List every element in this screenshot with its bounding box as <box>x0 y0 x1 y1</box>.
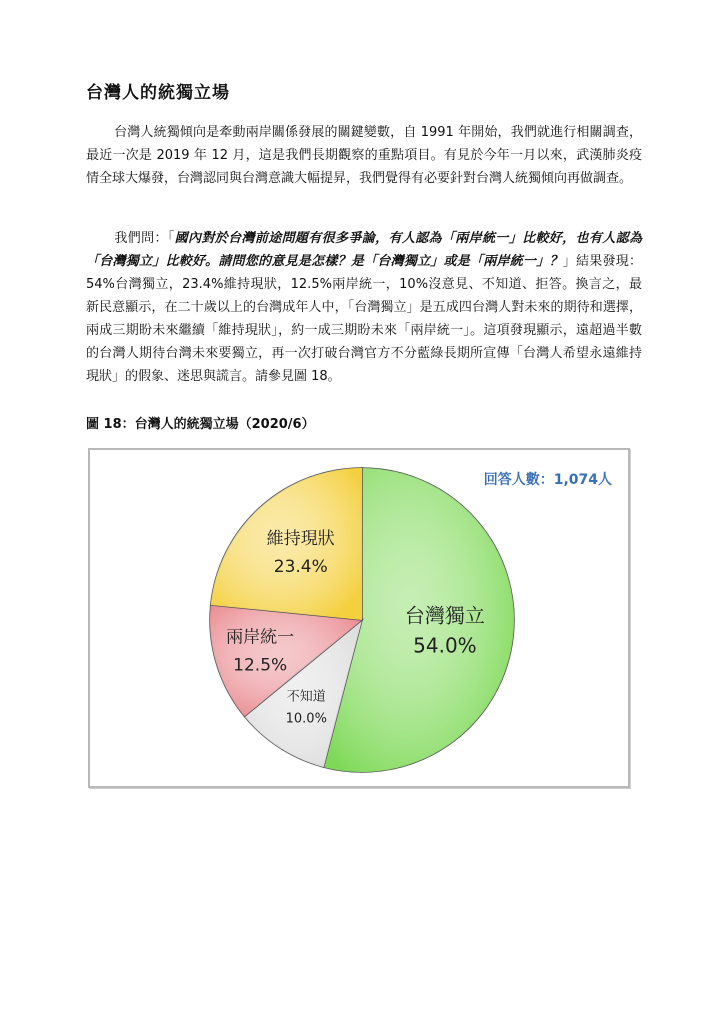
question-lead: 我們問：「 <box>114 231 175 246</box>
findings-text: 結果發現：54%台灣獨立，23.4%維持現狀，12.5%兩岸統一，10%沒意見、不知道、拒答。換言之，最新民意顯示，在二十歲以上的台灣成年人中，「台灣獨立」是五成四台灣人對未來的期待和選擇，兩成三期盼未來繼續「維持現狀」，約一成三期盼未來「兩岸統一」。這項發現顯示，遠超過半數的台灣人期待台灣未來要獨立，再一次打破台灣官方不分藍綠長期所宣傳「台灣人希望永遠維持現狀」的假象、迷思與謊言。請參見圖 18。 <box>86 254 642 384</box>
slice-value-2: 12.5% <box>233 655 288 676</box>
slice-label-0: 台灣獨立 <box>404 603 485 628</box>
slice-value-1: 10.0% <box>285 711 327 727</box>
paragraph-intro <box>86 121 642 190</box>
slice-value-0: 54.0% <box>413 633 477 658</box>
pie-chart <box>90 450 628 786</box>
question-close: 」 <box>562 254 576 269</box>
slice-label-3: 維持現狀 <box>266 529 335 550</box>
slice-label-2: 兩岸統一 <box>226 627 295 648</box>
slice-value-3: 23.4% <box>273 557 328 578</box>
paragraph-findings <box>86 227 642 388</box>
pie-chart-frame <box>88 448 630 788</box>
paragraph-intro-text: 台灣人統獨傾向是牽動兩岸關係發展的關鍵變數，自 1991 年開始，我們就進行相關調查，最近一次是 2019 年 12 月，這是我們長期觀察的重點項目。有見於今年一月以來，武漢肺炎疫情全球大爆發，台灣認同與台灣意識大幅提昇，我們覺得有必要針對台灣人統獨傾向再做調查。 <box>86 125 642 186</box>
page-title: 台灣人的統獨立場 <box>86 83 230 103</box>
figure-caption: 圖 18：台灣人的統獨立場（2020/6） <box>86 417 315 432</box>
respondent-count-annotation: 回答人數：1,074人 <box>483 472 612 488</box>
slice-label-1: 不知道 <box>286 689 326 705</box>
survey-question: 國內對於台灣前途問題有很多爭論，有人認為「兩岸統一」比較好，也有人認為「台灣獨立」比較好。請問您的意見是怎樣？是「台灣獨立」或是「兩岸統一」？ <box>86 231 642 269</box>
